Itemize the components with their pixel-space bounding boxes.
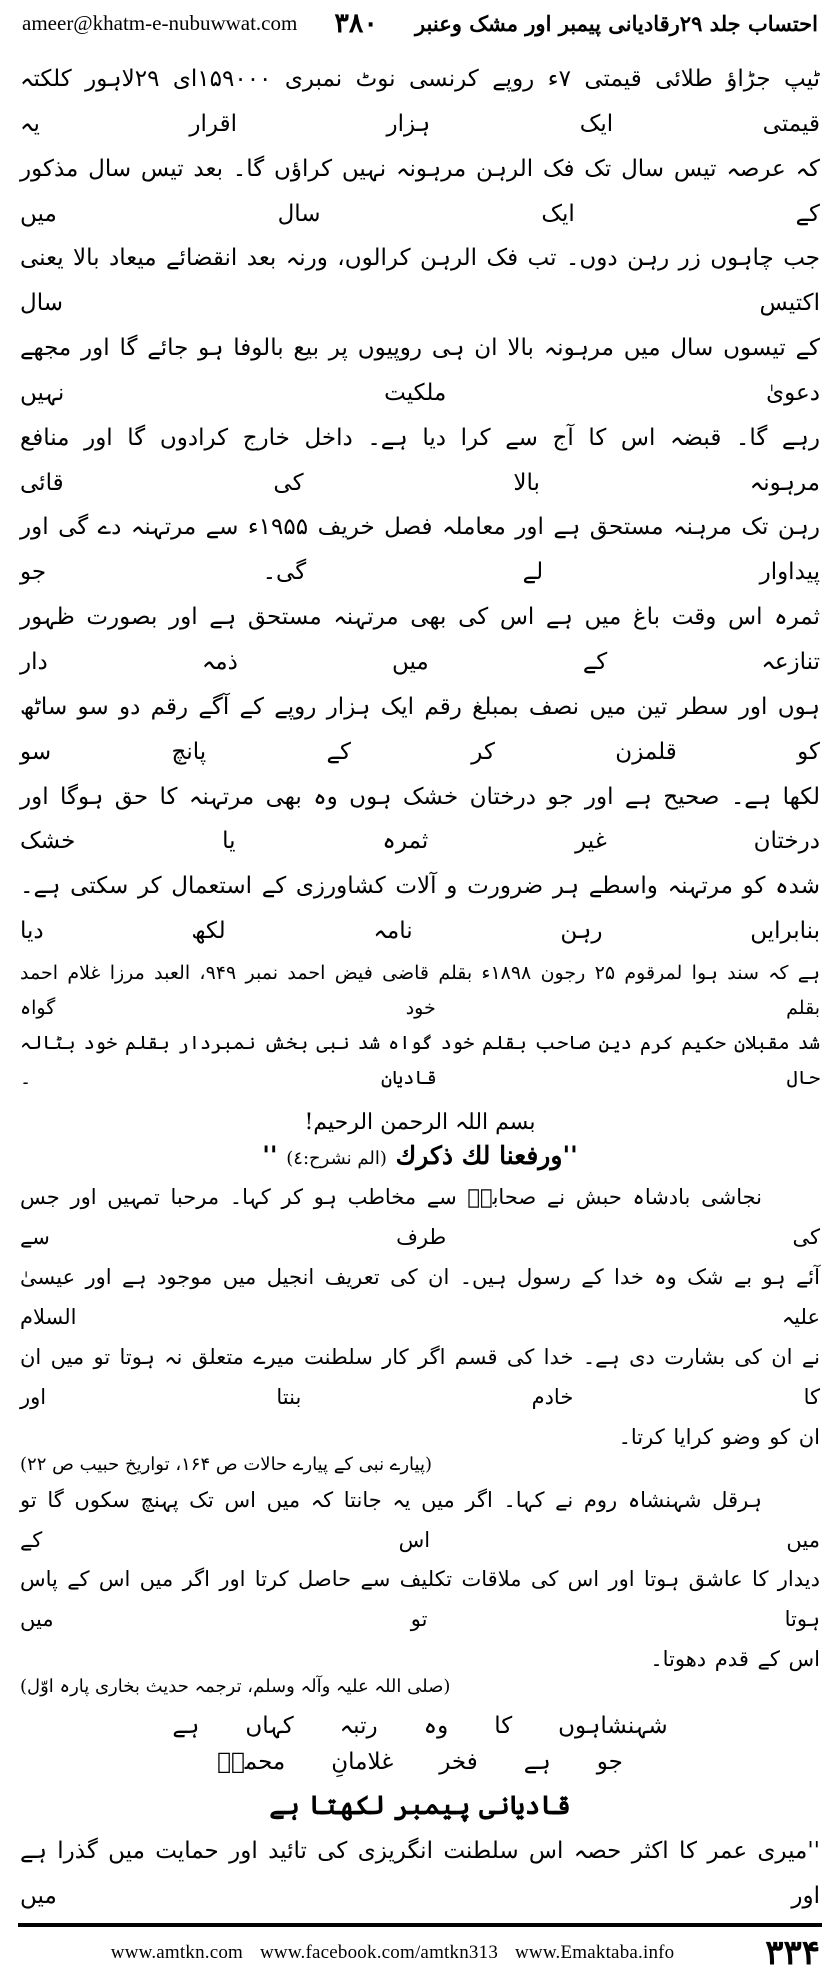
verse-word: محمدؐ [217, 1749, 286, 1776]
verse-word: وہ [423, 1713, 449, 1740]
paragraph-1 [20, 57, 820, 954]
page-footer [18, 1927, 822, 1983]
link-emaktaba[interactable]: www.Emaktaba.info [514, 1941, 675, 1963]
text-line: اس کے قدم دھوتا۔ [650, 1647, 820, 1672]
verse-word: رتبہ [339, 1713, 378, 1740]
text-line: شدہ کو مرتہنہ واسطے ہر ضرورت و آلات کشاورزی کے استعمال کر سکتی ہے۔ بنابرایں رہن نامہ لکھ دیا [20, 873, 820, 945]
footer-page-number: ۳۳۴ [765, 1932, 820, 1973]
text-line: دیدار کا عاشق ہوتا اور اس کی ملاقات تکلیف سے حاصل کرتا اور اگر میں اس کے پاس ہوتا تو میں [20, 1567, 820, 1632]
text-line: ہوں اور سطر تین میں نصف بمبلغ رقم ایک ہزار روپے کے آگے رقم دو سو ساٹھ کو قلمزن کر کے پانچ سو [20, 693, 820, 765]
reference-1: (پیارے نبی کے پیارے حالات ص ۱۶۴، تواریخ حبیب ص ۲۲) [20, 1453, 432, 1475]
verse-word: غلامانِ [331, 1749, 394, 1776]
text-line: ٹیپ جڑاؤ طلائی قیمتی ۷ء روپے کرنسی نوٹ نمبری ۱۵۹۰۰۰ای ۲۹لاہور کلکتہ قیمتی ایک ہزار اقرار یہ [20, 66, 820, 137]
contact-email: ameer@khatm-e-nubuwwat.com [22, 11, 298, 35]
page-header [18, 0, 822, 43]
text-line: ان کو وضو کرایا کرتا۔ [618, 1424, 820, 1449]
text-line: ہے کہ سند ہوا لمرقوم ۲۵ رجون ۱۸۹۸ء بقلم قاضی فیض احمد نمبر ۹۴۹، العبد مرزا غلام احمد بقلم خود گواہ [20, 961, 820, 1020]
verse-word: کا [494, 1713, 513, 1740]
text-line: آئے ہو بے شک وہ خدا کے رسول ہیں۔ ان کی تعریف انجیل میں موجود ہے اور عیسیٰ علیہ السلام [20, 1265, 820, 1330]
paragraph-5 [20, 1829, 820, 1919]
poetry-couplet [20, 1713, 820, 1775]
page-footer-wrap [18, 1921, 822, 1983]
text-line: رہے گا۔ قبضہ اس کا آج سے کرا دیا ہے۔ داخل خارج کرادوں گا اور منافع مرہونہ بالا کی قائی [20, 424, 820, 496]
paragraph-4 [20, 1481, 820, 1680]
text-line: کے تیسوں سال میں مرہونہ بالا ان ہی روپیوں پر بیع بالوفا ہو جائے گا اور مجھے دعویٰ ملکیت نہیں [20, 335, 820, 406]
book-title: احتساب جلد ۲۹رقادیانی پیمبر اور مشک وعنبر [414, 11, 818, 36]
verse-word: کہاں [245, 1713, 294, 1740]
ayah-reference: (الم نشرح:٤) [286, 1148, 387, 1170]
verse-word: ہے [172, 1713, 200, 1740]
page-content [18, 47, 822, 1921]
text-line: رہن تک مرہنہ مستحق ہے اور معاملہ فصل خریف ۱۹۵۵ء سے مرتہنہ دے گی اور پیداوار لے گی۔ جو [20, 514, 820, 586]
text-line: لکھا ہے۔ صحیح ہے اور جو درختان خشک ہوں وہ بھی مرتہنہ کا حق ہوگا اور درختان غیر ثمرہ یا خشک [20, 783, 820, 855]
header-page-number: ۳۸۰ [334, 8, 378, 39]
text-line: شد مقبلان حکیم کرم دین صاحب بقلم خود گواہ شد نبی بخش نمبردار بقلم خود بٹالہ حال قادیان ۔ [20, 1032, 820, 1090]
verse-word: شہنشاہوں [558, 1713, 668, 1740]
footer-links [20, 1942, 765, 1964]
text-line: ''میری عمر کا اکثر حصہ اس سلطنت انگریزی کی تائید اور حمایت میں گذرا ہے اور میں [20, 1838, 820, 1909]
paragraph-2-attestation [20, 956, 820, 1097]
text-line: نجاشی بادشاہ حبش نے صحابہؓ سے مخاطب ہو کر کہا۔ مرحبا تمہیں اور جس کی طرف سے [20, 1185, 820, 1250]
reference-2: (صلی اللہ علیہ وآلہ وسلم، ترجمہ حدیث بخاری پارہ اوّل) [20, 1676, 451, 1698]
ayah-closing-quote: '' [262, 1141, 278, 1171]
text-line: جب چاہوں زر رہن دوں۔ تب فک الرہن کرالوں، ورنہ بعد انقضائے میعاد بالا یعنی اکتیس سال [20, 245, 820, 317]
ayah-text: ''ورفعنا لك ذكرك [395, 1141, 578, 1171]
verse-line-2 [20, 1749, 820, 1775]
text-line: نے ان کی بشارت دی ہے۔ خدا کی قسم اگر کار سلطنت میرے متعلق نہ ہوتا تو میں ان کا خادم بنتا اور [20, 1345, 820, 1409]
verse-word: جو [596, 1749, 623, 1776]
paragraph-3 [20, 1178, 820, 1457]
verse-line-1 [20, 1713, 820, 1739]
link-facebook[interactable]: www.facebook.com/amtkn313 [259, 1941, 499, 1963]
quran-ayah [20, 1141, 820, 1170]
verse-word: ہے [523, 1749, 551, 1776]
section-heading: قادیانی پیمبر لکھتا ہے [269, 1791, 571, 1822]
basmala: بسم اللہ الرحمن الرحیم! [304, 1110, 536, 1136]
text-line: کہ عرصہ تیس سال تک فک الرہن مرہونہ نہیں کراؤں گا۔ بعد تیس سال مذکور کے ایک سال میں [20, 155, 820, 227]
text-line: ثمرہ اس وقت باغ میں ہے اس کی بھی مرتہنہ مستحق ہے اور بصورت ظہور تنازعہ کے میں ذمہ دار [20, 604, 820, 675]
verse-word: فخر [439, 1749, 478, 1776]
link-website[interactable]: www.amtkn.com [110, 1941, 244, 1963]
text-line: ہرقل شہنشاہ روم نے کہا۔ اگر میں یہ جانتا کہ میں اس تک پہنچ سکوں گا تو میں اس کے [20, 1487, 820, 1552]
